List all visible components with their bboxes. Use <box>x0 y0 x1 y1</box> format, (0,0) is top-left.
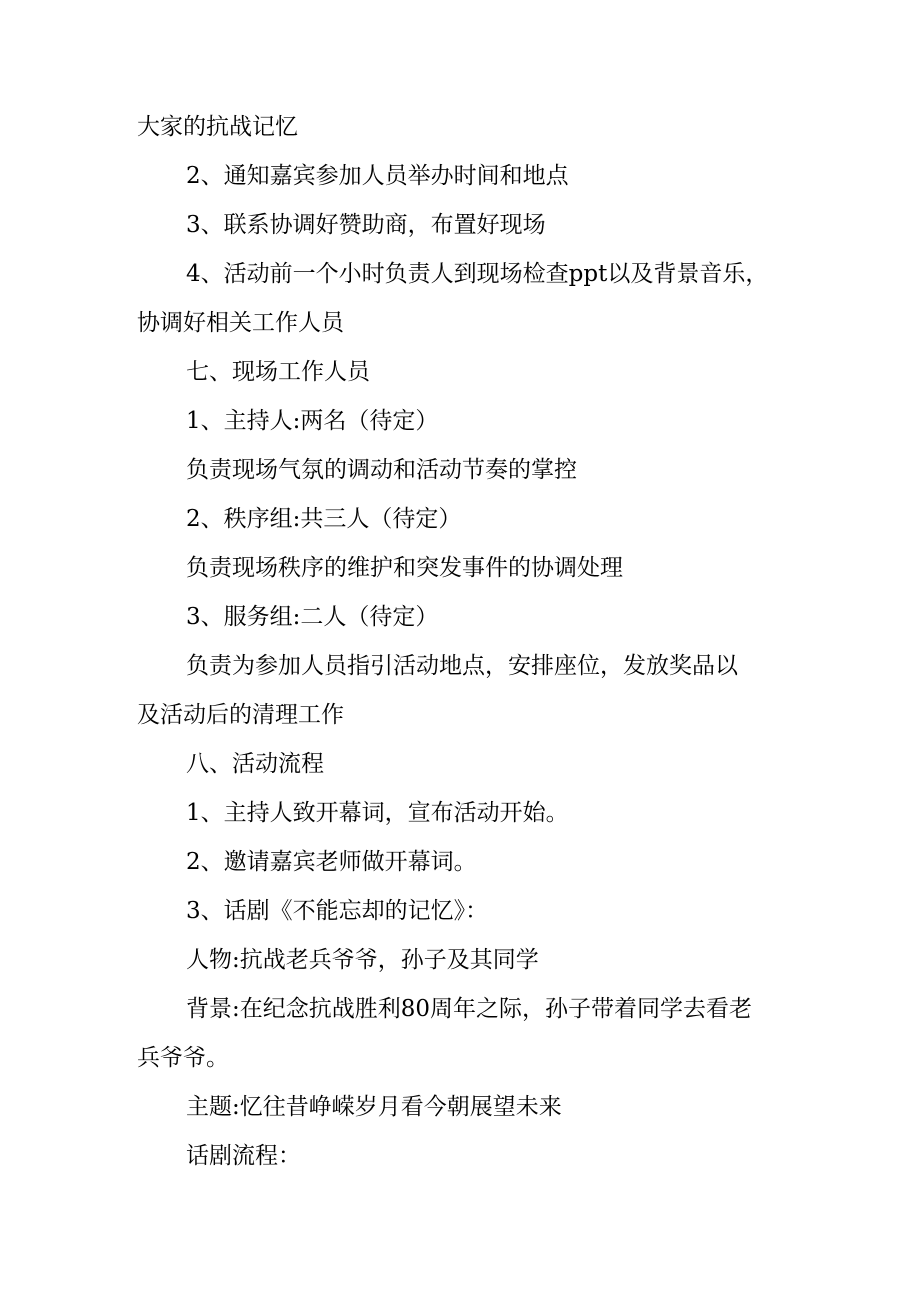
text-line: 负责现场秩序的维护和突发事件的协调处理 <box>186 555 623 581</box>
section-heading: 七、现场工作人员 <box>186 359 370 385</box>
text-line: 4、活动前一个小时负责人到现场检查ppt以及背景音乐， <box>186 261 769 287</box>
text-line: 2、通知嘉宾参加人员举办时间和地点 <box>186 163 569 189</box>
text-line: 3、联系协调好赞助商，布置好现场 <box>186 212 546 238</box>
text-line: 背景:在纪念抗战胜利80周年之际，孙子带着同学去看老 <box>186 996 753 1022</box>
section-heading: 八、活动流程 <box>186 751 324 777</box>
text-line: 负责现场气氛的调动和活动节奏的掌控 <box>186 457 577 483</box>
text-line: 2、邀请嘉宾老师做开幕词。 <box>186 849 477 875</box>
text-line: 3、服务组:二人（待定） <box>186 604 439 630</box>
text-line: 主题:忆往昔峥嵘岁月看今朝展望未来 <box>186 1094 562 1120</box>
text-line: 大家的抗战记忆 <box>137 114 298 140</box>
text-line: 1、主持人致开幕词，宣布活动开始。 <box>186 800 569 826</box>
text-line: 及活动后的清理工作 <box>137 702 344 728</box>
text-line: 协调好相关工作人员 <box>137 310 344 336</box>
text-line: 话剧流程： <box>186 1143 301 1169</box>
text-line: 3、话剧《不能忘却的记忆》： <box>186 898 489 924</box>
text-line: 1、主持人:两名（待定） <box>186 408 439 434</box>
text-line: 人物:抗战老兵爷爷，孙子及其同学 <box>186 947 539 973</box>
document-body <box>137 103 797 1181</box>
text-line: 2、秩序组:共三人（待定） <box>186 506 462 532</box>
text-line: 兵爷爷。 <box>137 1045 229 1071</box>
text-line: 负责为参加人员指引活动地点，安排座位，发放奖品以 <box>186 653 738 679</box>
